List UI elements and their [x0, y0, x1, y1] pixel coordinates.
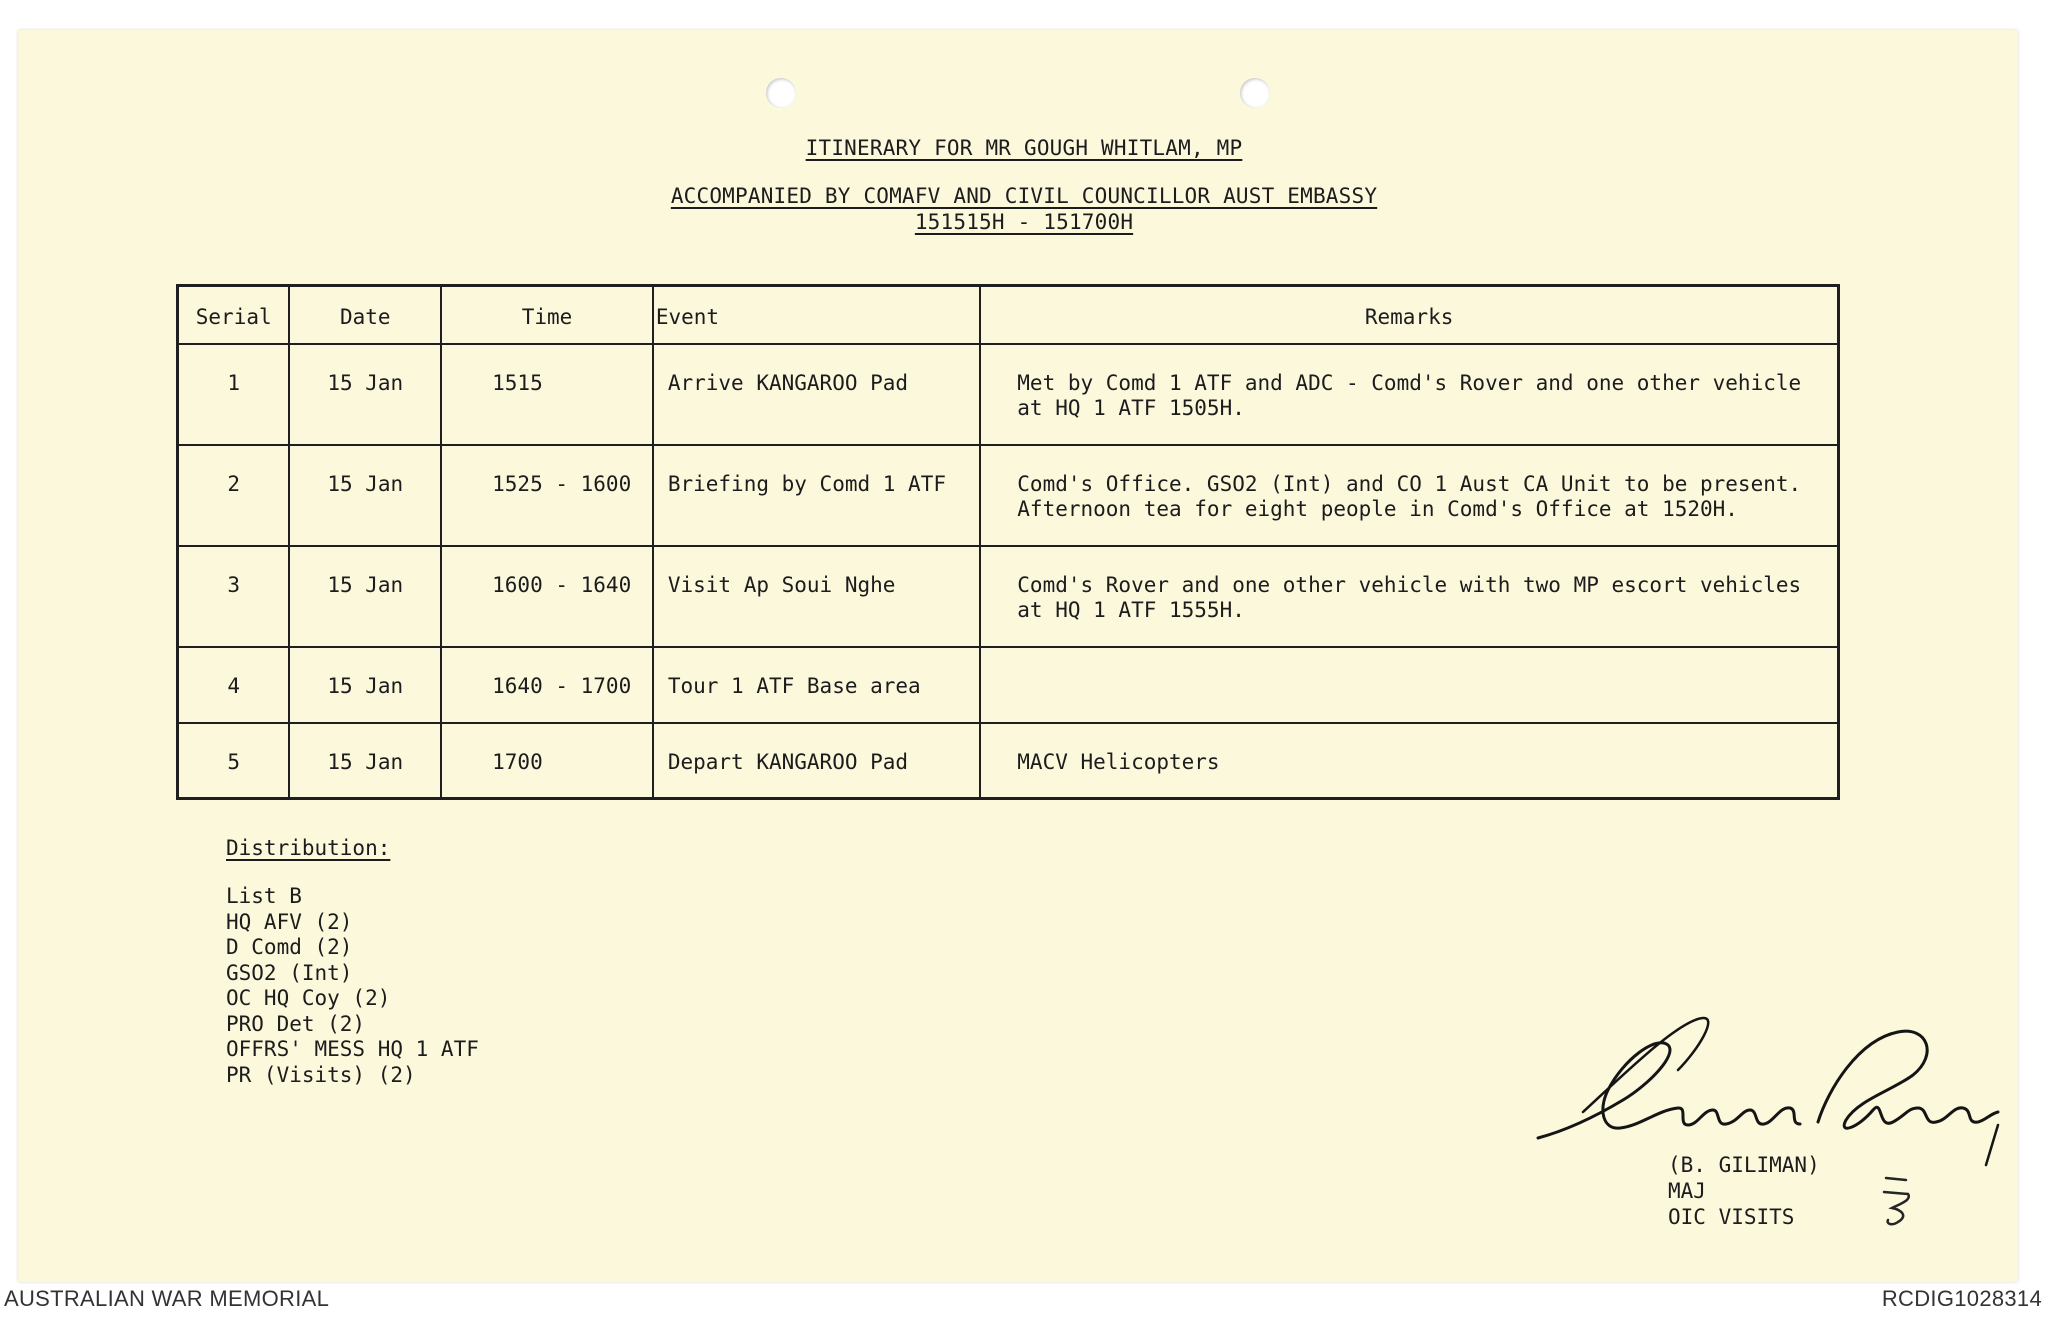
cell-date: 15 Jan — [289, 445, 441, 546]
cell-serial: 4 — [178, 647, 290, 723]
cell-date: 15 Jan — [289, 647, 441, 723]
footer-archive-name: AUSTRALIAN WAR MEMORIAL — [4, 1286, 330, 1311]
cell-time: 1640 - 1700 — [441, 647, 653, 723]
distribution-list — [226, 884, 479, 1088]
remarks-line: MACV Helicopters — [1017, 749, 1220, 774]
punch-hole-left — [766, 78, 796, 108]
list-item: OC HQ Coy (2) — [226, 986, 391, 1010]
list-item: HQ AFV (2) — [226, 909, 353, 934]
cell-date: 15 Jan — [289, 546, 441, 647]
remarks-line: Comd's Office. GSO2 (Int) and CO 1 Aust CA Unit to be present. — [1017, 471, 1802, 496]
table-row — [178, 647, 1839, 723]
signatory-rank: MAJ — [1668, 1179, 1706, 1203]
cell-remarks — [980, 344, 1838, 445]
cell-remarks — [980, 647, 1838, 723]
handwritten-signature — [1528, 1010, 2008, 1170]
header-time: Time — [441, 286, 653, 344]
itinerary-table — [176, 284, 1840, 800]
cell-time: 1600 - 1640 — [441, 546, 653, 647]
cell-event: Tour 1 ATF Base area — [653, 647, 980, 723]
cell-event: Arrive KANGAROO Pad — [653, 344, 980, 445]
handwritten-mark-icon — [1878, 1170, 1918, 1230]
document-subtitle: ACCOMPANIED BY COMAFV AND CIVIL COUNCILLOR AUST EMBASSY — [670, 184, 1378, 208]
header-serial: Serial — [178, 286, 290, 344]
table-row — [178, 723, 1839, 799]
document-time-range: 151515H - 151700H — [914, 210, 1134, 234]
list-item: PR (Visits) (2) — [226, 1062, 416, 1087]
cell-remarks — [980, 546, 1838, 647]
distribution-label: Distribution: — [226, 836, 391, 860]
cell-time: 1525 - 1600 — [441, 445, 653, 546]
remarks-line: at HQ 1 ATF 1555H. — [1017, 597, 1245, 622]
table-row — [178, 445, 1839, 546]
header-date: Date — [289, 286, 441, 344]
cell-date: 15 Jan — [289, 723, 441, 799]
list-item: PRO Det (2) — [226, 1011, 366, 1036]
remarks-line: Met by Comd 1 ATF and ADC - Comd's Rover and one other vehicle — [1017, 370, 1802, 395]
table-row — [178, 546, 1839, 647]
cell-event: Visit Ap Soui Nghe — [653, 546, 980, 647]
cell-remarks — [980, 723, 1838, 799]
cell-serial: 3 — [178, 546, 290, 647]
header-event: Event — [653, 286, 980, 344]
document-title: ITINERARY FOR MR GOUGH WHITLAM, MP — [805, 136, 1243, 160]
remarks-line: Afternoon tea for eight people in Comd's Office at 1520H. — [1017, 496, 1738, 521]
cell-serial: 2 — [178, 445, 290, 546]
list-item: D Comd (2) — [226, 935, 353, 959]
cell-event: Briefing by Comd 1 ATF — [653, 445, 980, 546]
header-remarks: Remarks — [980, 286, 1838, 344]
cell-time: 1700 — [441, 723, 653, 799]
signatory-role: OIC VISITS — [1668, 1205, 1795, 1229]
signatory-name: (B. GILIMAN) — [1668, 1153, 1820, 1177]
footer-record-id: RCDIG1028314 — [1881, 1286, 2042, 1311]
signature-block — [1668, 1152, 1820, 1230]
cell-serial: 1 — [178, 344, 290, 445]
cell-event: Depart KANGAROO Pad — [653, 723, 980, 799]
list-item: OFFRS' MESS HQ 1 ATF — [226, 1037, 479, 1061]
cell-serial: 5 — [178, 723, 290, 799]
table-header-row — [178, 286, 1839, 344]
punch-hole-right — [1240, 78, 1270, 108]
cell-time: 1515 — [441, 344, 653, 445]
remarks-line: Comd's Rover and one other vehicle with two MP escort vehicles — [1017, 572, 1802, 597]
cell-date: 15 Jan — [289, 344, 441, 445]
table-row — [178, 344, 1839, 445]
list-item: List B — [226, 884, 302, 908]
remarks-line: at HQ 1 ATF 1505H. — [1017, 395, 1245, 420]
cell-remarks — [980, 445, 1838, 546]
list-item: GSO2 (Int) — [226, 960, 353, 985]
